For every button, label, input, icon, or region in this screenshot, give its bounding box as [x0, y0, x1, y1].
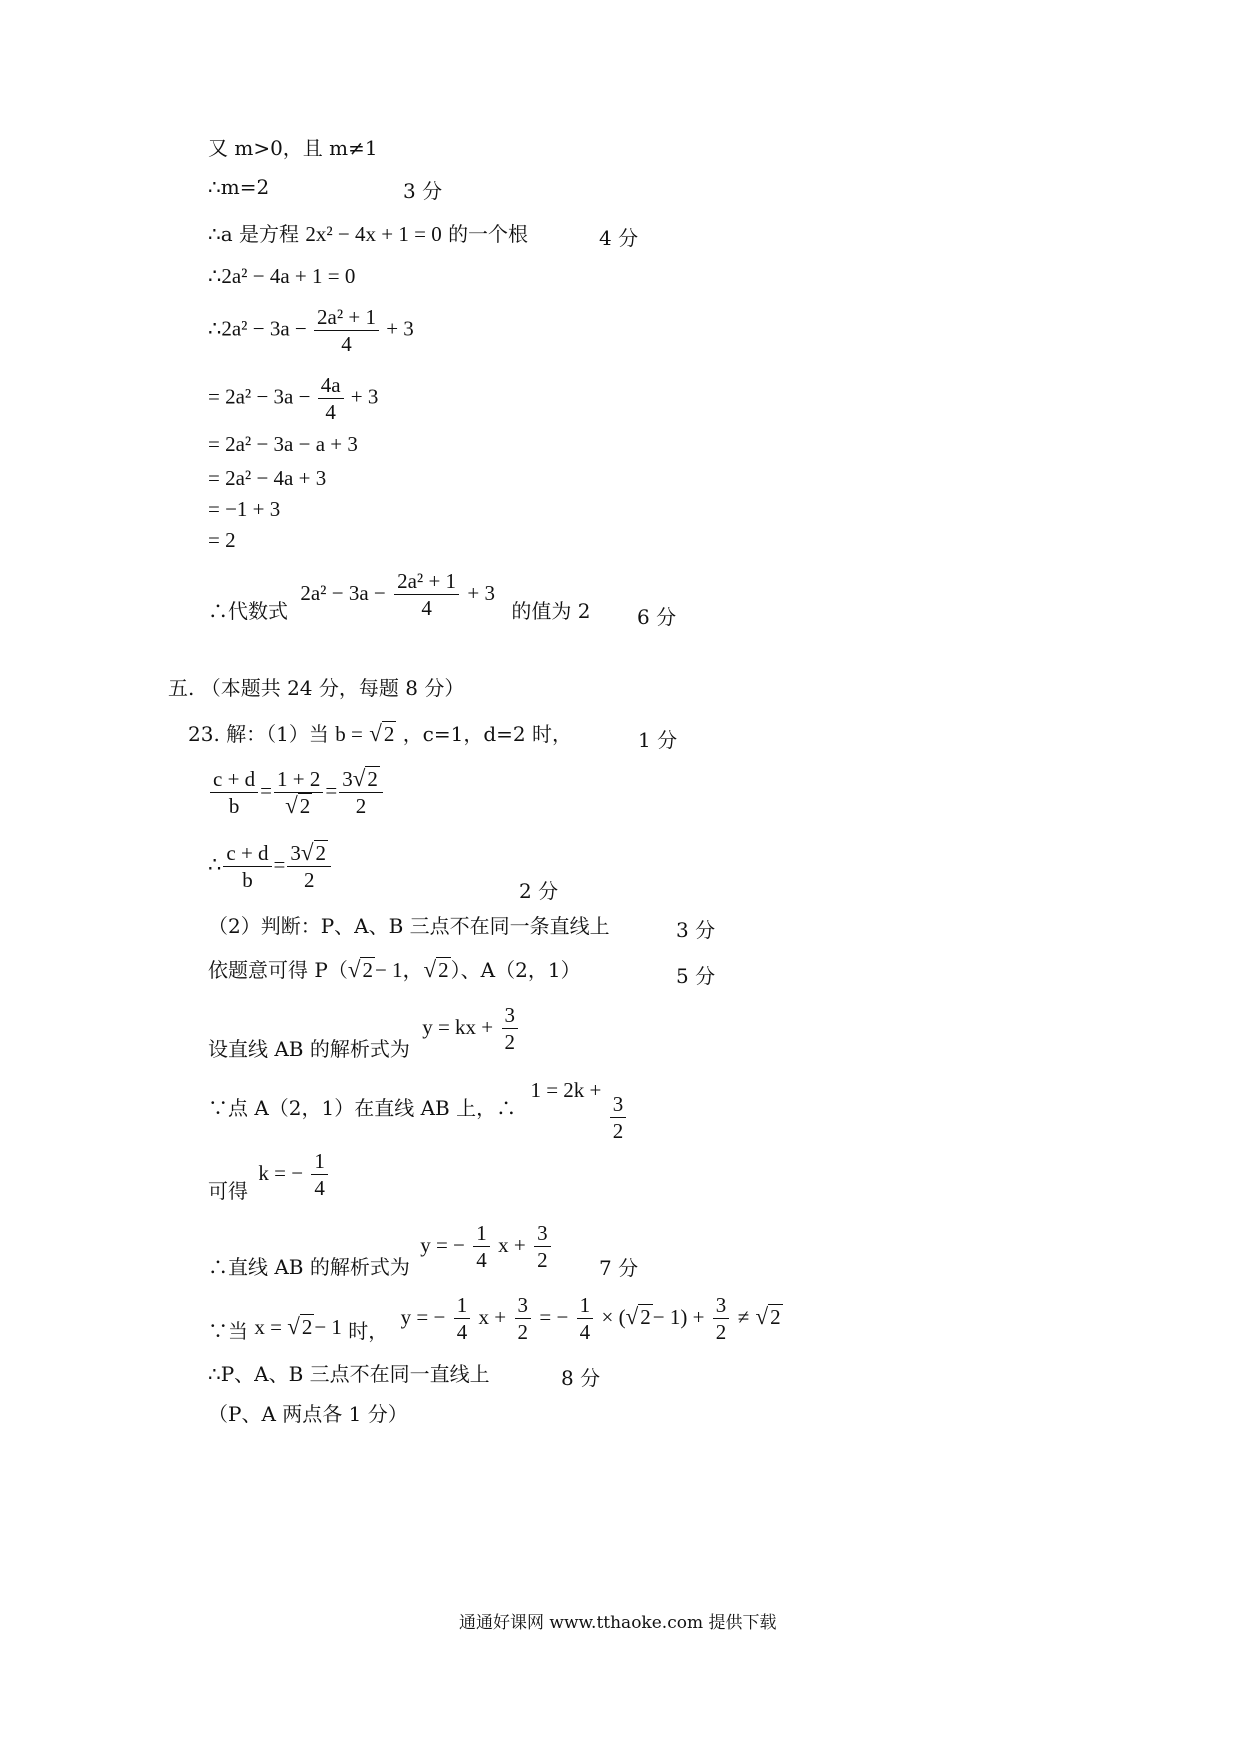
text: ∴代数式	[208, 599, 288, 623]
numerator: 3	[515, 1294, 532, 1319]
score-q1: 1 分	[638, 728, 678, 752]
fraction-3-2	[610, 1093, 627, 1142]
x-value: x = √2− 1	[254, 1314, 342, 1339]
equation: y = −	[420, 1233, 465, 1257]
section-heading: 五. （本题共 24 分，每题 8 分）	[168, 676, 465, 700]
sqrt-2: √2	[369, 721, 395, 746]
text: ∴直线 AB 的解析式为	[208, 1255, 410, 1279]
q23-point-on-line	[208, 1078, 628, 1142]
q23-line-form	[208, 1004, 520, 1061]
fraction-3-2	[534, 1222, 551, 1271]
therefore: ∴	[208, 852, 222, 877]
text: 23. 解：（1）当	[188, 722, 329, 746]
text: − 1，	[374, 958, 424, 982]
denominator: 4	[341, 332, 352, 356]
q23-points	[208, 958, 581, 982]
q23-part2: （2）判断：P、A、B 三点不在同一条直线上	[208, 914, 610, 938]
equation: k = −	[258, 1161, 304, 1185]
text: 可得	[208, 1179, 248, 1203]
eq3: = −	[539, 1305, 569, 1329]
expr-post: + 3	[386, 316, 414, 341]
score-q8: 8 分	[561, 1366, 601, 1390]
fraction	[394, 570, 459, 619]
denominator: 4	[579, 1320, 591, 1344]
denominator: 4	[456, 1320, 468, 1344]
q23-k-value	[208, 1150, 330, 1203]
expr-post: + 3	[467, 581, 496, 605]
eq4: × (	[601, 1305, 626, 1329]
numerator: 1	[454, 1294, 471, 1319]
fraction-cd-b	[210, 768, 258, 817]
numerator: 2a² + 1	[394, 570, 459, 595]
expr-pre: ∴2a² − 3a −	[208, 316, 307, 341]
numerator: 1 + 2	[274, 768, 323, 793]
numerator: 1	[473, 1222, 490, 1247]
text: 依题意可得 P（	[208, 958, 348, 982]
line-step-4: = −1 + 3	[208, 497, 281, 521]
text: ∵当	[208, 1319, 248, 1343]
eq1: y = −	[400, 1305, 446, 1329]
denominator: 2	[517, 1320, 528, 1344]
line-conclusion	[208, 570, 590, 623]
eq6: ≠	[737, 1305, 750, 1329]
fraction-1-4	[577, 1294, 594, 1343]
numerator: 4a	[318, 374, 344, 399]
text: 设直线 AB 的解析式为	[208, 1037, 410, 1061]
b-equals: b =	[335, 722, 363, 746]
sqrt-2: √2	[347, 957, 373, 982]
fraction-1-4	[454, 1294, 471, 1343]
q23-intro	[188, 722, 572, 746]
equation: 1 = 2k +	[530, 1078, 602, 1102]
denominator: 2	[537, 1248, 548, 1272]
numerator: 3	[713, 1294, 730, 1319]
fraction	[318, 374, 344, 423]
equation-mid: x +	[498, 1233, 526, 1257]
q23-line-equation	[208, 1222, 553, 1279]
sqrt-2: √2	[625, 1304, 651, 1329]
line-expression	[208, 306, 414, 355]
fraction-3-2	[502, 1004, 519, 1053]
denominator: 2	[303, 868, 315, 892]
line-a-is-root	[208, 222, 528, 246]
denominator: 2	[715, 1320, 727, 1344]
score-q7: 7 分	[599, 1256, 639, 1280]
q23-eq1: $\frac{c + d}{b}$ = $\frac{1 + 2}{√2}$ = $\frac{3√2}{2}$	[208, 768, 385, 817]
sqrt-content: 2	[383, 722, 395, 746]
line-m-condition: 又 m>0，且 m≠1	[208, 136, 378, 160]
text: 的值为 2	[511, 599, 591, 623]
score-4: 4 分	[599, 226, 639, 250]
denominator: 4	[325, 400, 336, 424]
denominator: 4	[421, 596, 432, 620]
line-equation-zero: ∴2a² − 4a + 1 = 0	[208, 264, 356, 288]
denominator: 2	[504, 1030, 516, 1054]
eq5: − 1) +	[652, 1305, 705, 1329]
text: ，c=1，d=2 时，	[402, 722, 573, 746]
denominator: √2	[285, 793, 311, 818]
denominator: 4	[314, 1176, 325, 1200]
score-6: 6 分	[637, 605, 677, 629]
sqrt-2: √2	[755, 1304, 781, 1329]
q23-note: （P、A 两点各 1 分）	[208, 1402, 408, 1426]
expr-post: + 3	[350, 384, 379, 409]
numerator: 2a² + 1	[314, 306, 379, 331]
text: 时，	[348, 1319, 389, 1343]
score-3: 3 分	[403, 179, 443, 203]
q23-conclusion: ∴P、A、B 三点不在同一直线上	[208, 1362, 490, 1386]
line-step-2: = 2a² − 3a − a + 3	[208, 432, 358, 456]
fraction-3-2	[515, 1294, 532, 1343]
numerator: 3	[610, 1093, 627, 1118]
denominator: 4	[476, 1248, 487, 1272]
numerator: 3	[534, 1222, 551, 1247]
text: ）、A（2，1）	[450, 958, 581, 982]
numerator: 1	[577, 1294, 594, 1319]
fraction	[314, 306, 379, 355]
score-q3: 3 分	[676, 918, 716, 942]
footer-watermark: 通通好课网 www.tthaoke.com 提供下载	[459, 1613, 777, 1633]
denominator: 2	[355, 794, 367, 818]
fraction-3-2	[713, 1294, 730, 1343]
line-step-3: = 2a² − 4a + 3	[208, 466, 327, 490]
numerator: 3√2	[339, 768, 383, 793]
fraction-1-4	[473, 1222, 490, 1271]
line-m-equals-2: ∴m=2	[208, 175, 270, 199]
score-q5: 5 分	[676, 964, 716, 988]
numerator: c + d	[210, 768, 258, 793]
sqrt-2: √2	[423, 957, 449, 982]
fraction-cd-b	[223, 842, 271, 891]
eq2: x +	[478, 1305, 507, 1329]
equation: 2x² − 4x + 1 = 0	[305, 222, 442, 246]
q23-check	[208, 1294, 783, 1343]
equation: y = kx +	[422, 1015, 494, 1039]
numerator: 3√2	[287, 842, 331, 867]
expr: 2a² − 3a −	[300, 581, 386, 605]
denominator: b	[228, 794, 240, 818]
numerator: 1	[311, 1150, 328, 1175]
fraction-3sqrt2-2	[339, 768, 383, 817]
numerator: 3	[502, 1004, 519, 1029]
denominator: b	[242, 868, 253, 892]
score-q2: 2 分	[519, 879, 559, 903]
numerator: c + d	[223, 842, 271, 867]
fraction-3sqrt2-2	[287, 842, 331, 891]
q23-eq2: ∴ $\frac{c + d}{b}$ = $\frac{3√2}{2}$	[208, 842, 333, 891]
line-step-5: = 2	[208, 528, 236, 552]
text: 的一个根	[448, 222, 529, 246]
expr-pre: = 2a² − 3a −	[208, 384, 311, 409]
line-step-1	[208, 374, 378, 423]
fraction-1-4	[311, 1150, 328, 1199]
fraction-12-sqrt2	[274, 768, 323, 817]
denominator: 2	[612, 1119, 624, 1143]
text: ∵点 A（2，1）在直线 AB 上，∴	[208, 1096, 517, 1120]
text: ∴a 是方程	[208, 222, 300, 246]
